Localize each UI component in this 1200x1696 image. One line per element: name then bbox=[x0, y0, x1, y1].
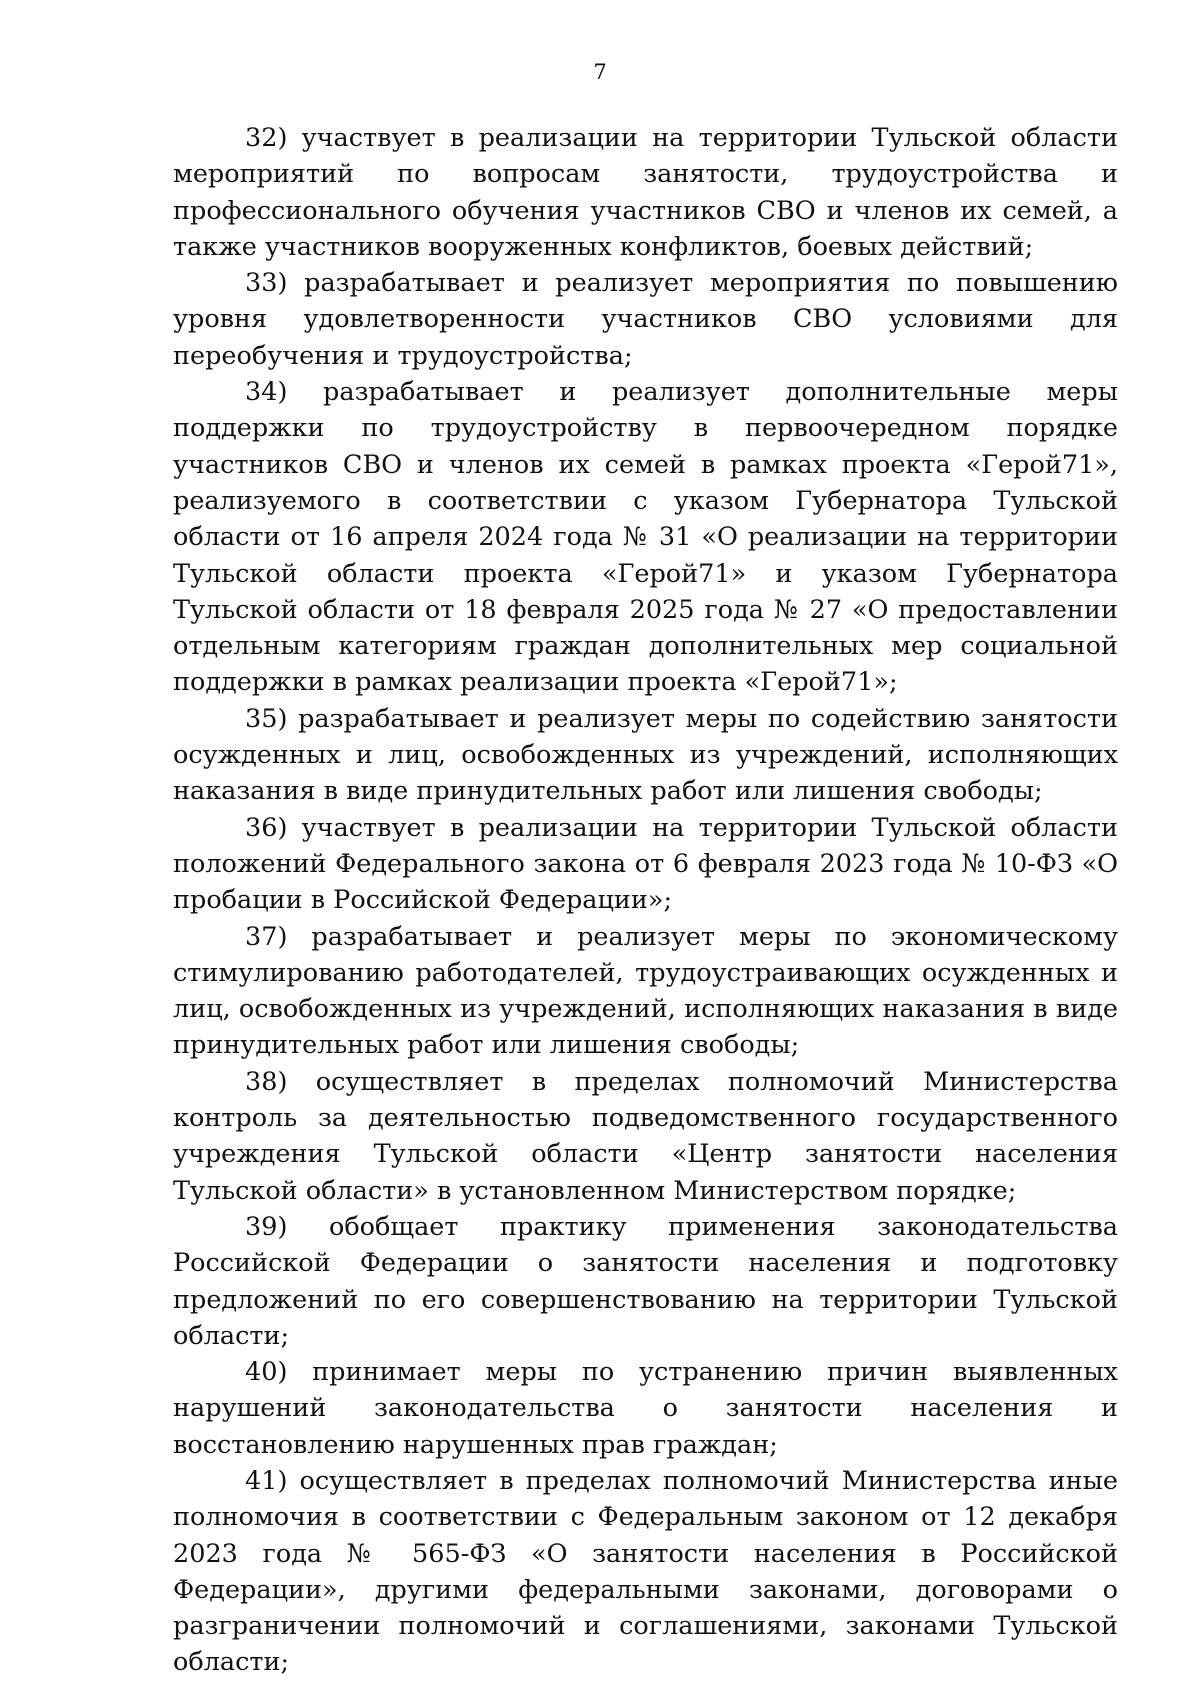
clause-36: 36) участвует в реализации на территории Тульской области положений Федерального закона от 6 февраля 2023 года № 10-ФЗ «О пробации в Российской Федерации»; bbox=[173, 812, 1118, 916]
clause-37: 37) разрабатывает и реализует меры по экономическому стимулированию работодателей, трудоустраивающих осужденных и лиц, освобожденных из учреждений, исполняющих наказания в виде принудительных работ или лишения свободы; bbox=[173, 921, 1118, 1061]
clause-39: 39) обобщает практику применения законодательства Российской Федерации о занятости населения и подготовку предложений по его совершенствованию на территории Тульской области; bbox=[173, 1211, 1118, 1351]
clause-38: 38) осуществляет в пределах полномочий Министерства контроль за деятельностью подведомственного государственного учреждения Тульской области «Центр занятости населения Тульской области» в установленном Министерством порядке; bbox=[173, 1066, 1118, 1206]
clause-40: 40) принимает меры по устранению причин выявленных нарушений законодательства о занятости населения и восстановлению нарушенных прав граждан; bbox=[173, 1357, 1118, 1460]
document-body bbox=[173, 120, 1118, 1681]
clause-32: 32) участвует в реализации на территории Тульской области мероприятий по вопросам занятости, трудоустройства и профессионального обучения участников СВО и членов их семей, а также участников вооруженных конфликтов, боевых действий; bbox=[173, 123, 1118, 262]
clause-41: 41) осуществляет в пределах полномочий Министерства иные полномочия в соответствии с Федеральным законом от 12 декабря 2023 года № 565-ФЗ «О занятости населения в Российской Федерации», другими федеральными законами, договорами о разграничении полномочий и соглашениями, законами Тульской области; bbox=[173, 1465, 1118, 1678]
page-number: 7 bbox=[593, 60, 607, 84]
clause-35: 35) разрабатывает и реализует меры по содействию занятости осужденных и лиц, освобожденных из учреждений, исполняющих наказания в виде принудительных работ или лишения свободы; bbox=[173, 703, 1118, 807]
clause-34: 34) разрабатывает и реализует дополнительные меры поддержки по трудоустройству в первоочередном порядке участников СВО и членов их семей в рамках проекта «Герой71», реализуемого в соответствии с указом Губернатора Тульской области от 16 апреля 2024 года № 31 «О реализации на территории Тульской области проекта «Герой71» и указом Губернатора Тульской области от 18 февраля 2025 года № 27 «О предоставлении отдельным категориям граждан дополнительных мер социальной поддержки в рамках реализации проекта «Герой71»; bbox=[173, 377, 1118, 698]
clause-33: 33) разрабатывает и реализует мероприятия по повышению уровня удовлетворенности участников СВО условиями для переобучения и трудоустройства; bbox=[173, 268, 1118, 371]
